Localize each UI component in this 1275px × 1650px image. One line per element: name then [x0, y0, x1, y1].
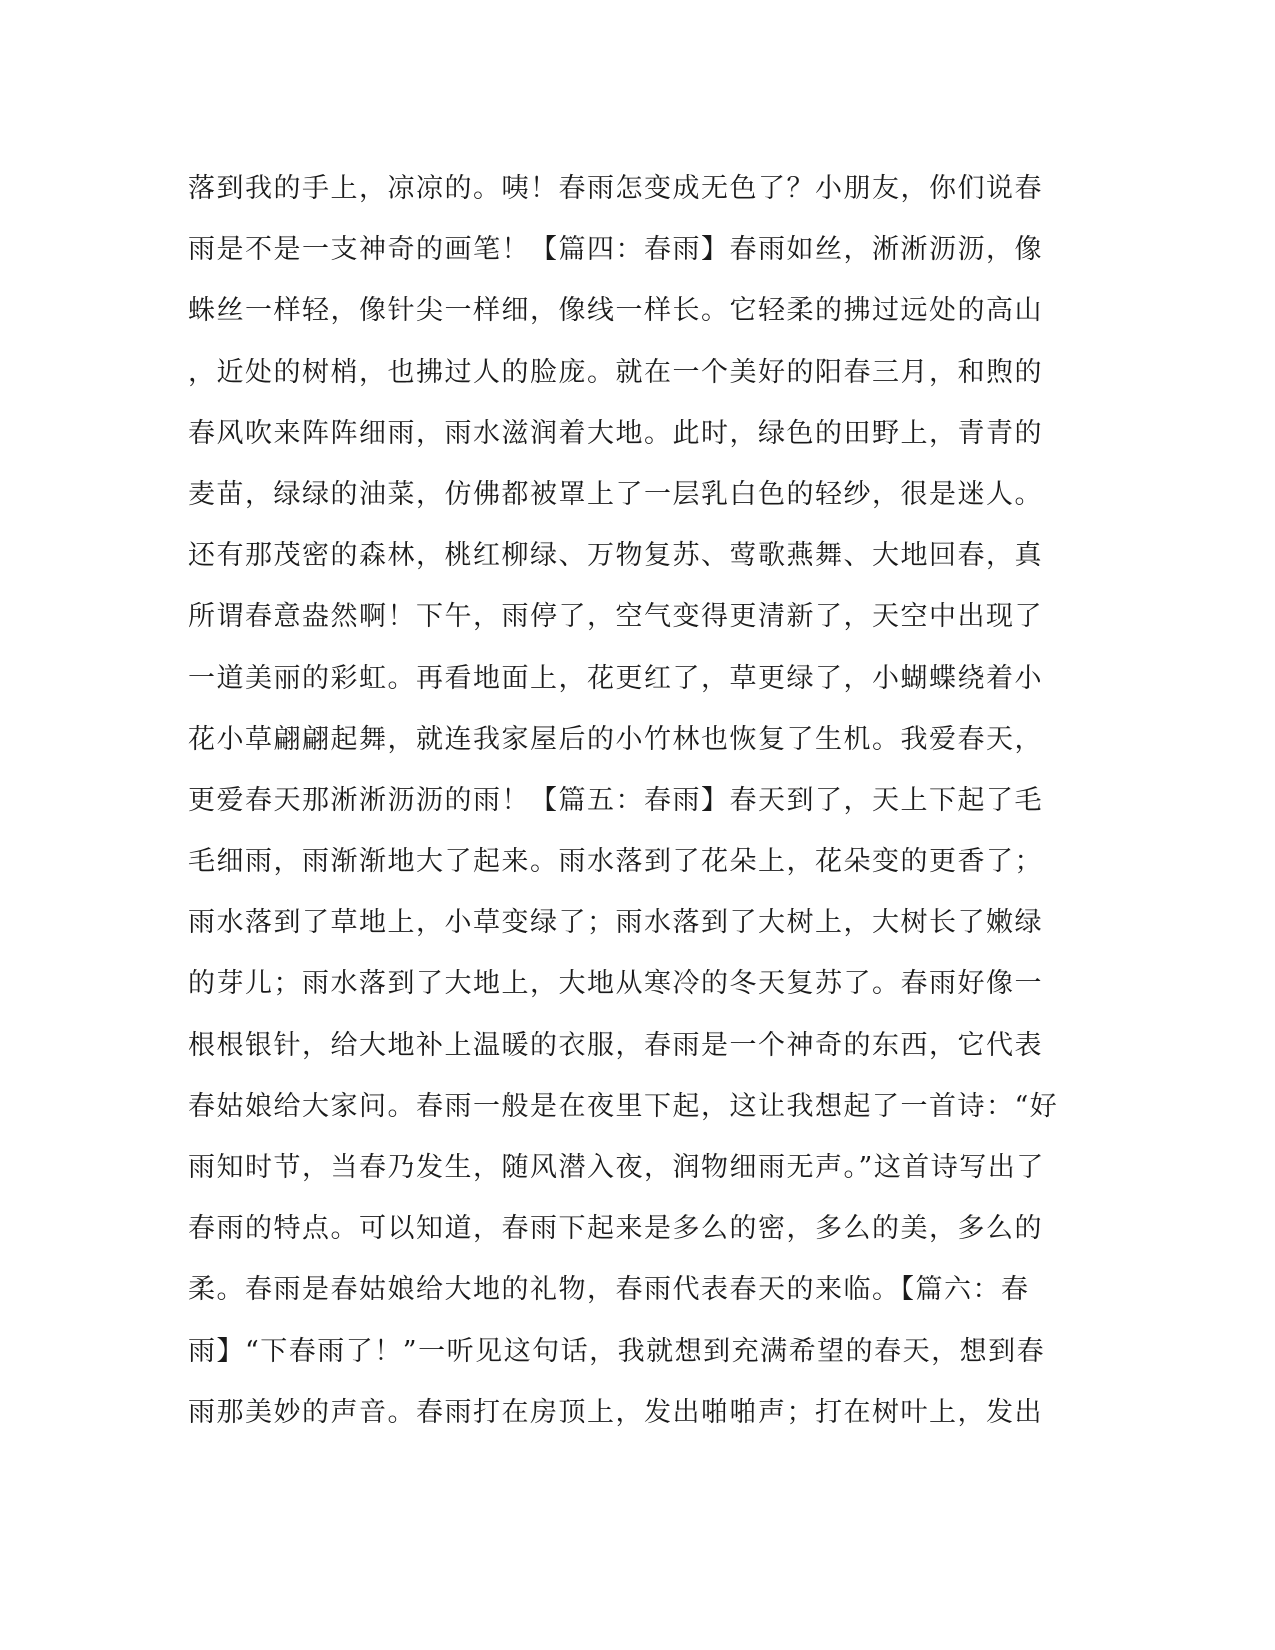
text-line: 落到我的手上，凉凉的。咦！春雨怎变成无色了？小朋友，你们说春 [188, 173, 1043, 204]
body-text [188, 158, 1088, 1443]
text-line: 雨知时节，当春乃发生，随风潜入夜，润物细雨无声。”这首诗写出了 [188, 1152, 1045, 1183]
text-line: 柔。春雨是春姑娘给大地的礼物，春雨代表春天的来临。【篇六：春 [188, 1274, 1030, 1306]
text-line: 春雨的特点。可以知道，春雨下起来是多么的密，多么的美，多么的 [188, 1213, 1043, 1245]
text-line: 根根银针，给大地补上温暖的衣服，春雨是一个神奇的东西，它代表 [188, 1029, 1043, 1061]
text-line: 的芽儿；雨水落到了大地上，大地从寒冷的冬天复苏了。春雨好像一 [188, 968, 1043, 1000]
text-line: 蛛丝一样轻，像针尖一样细，像线一样长。它轻柔的拂过远处的高山 [188, 295, 1043, 327]
text-line: 还有那茂密的森林，桃红柳绿、万物复苏、莺歌燕舞、大地回春，真 [188, 540, 1043, 572]
text-line: 毛细雨，雨渐渐地大了起来。雨水落到了花朵上，花朵变的更香了； [188, 846, 1043, 878]
text-line: 雨】“下春雨了！”一听见这句话，我就想到充满希望的春天，想到春 [188, 1335, 1046, 1367]
text-line: 一道美丽的彩虹。再看地面上，花更红了，草更绿了，小蝴蝶绕着小 [188, 662, 1043, 694]
text-line: 更爱春天那淅淅沥沥的雨！【篇五：春雨】春天到了，天上下起了毛 [188, 784, 1043, 816]
text-line: 花小草翩翩起舞，就连我家屋后的小竹林也恢复了生机。我爱春天， [188, 723, 1043, 755]
text-line: 所谓春意盎然啊！下午，雨停了，空气变得更清新了，天空中出现了 [188, 601, 1043, 633]
text-line: 麦苗，绿绿的油菜，仿佛都被罩上了一层乳白色的轻纱，很是迷人。 [188, 478, 1043, 510]
text-line: 雨是不是一支神奇的画笔！【篇四：春雨】春雨如丝，淅淅沥沥，像 [188, 234, 1043, 266]
text-line: 雨水落到了草地上，小草变绿了；雨水落到了大树上，大树长了嫩绿 [188, 907, 1043, 939]
text-line: 雨那美妙的声音。春雨打在房顶上，发出啪啪声；打在树叶上，发出 [188, 1396, 1043, 1428]
text-line: 春姑娘给大家问。春雨一般是在夜里下起，这让我想起了一首诗：“好 [188, 1090, 1059, 1122]
text-line: 春风吹来阵阵细雨，雨水滋润着大地。此时，绿色的田野上，青青的 [188, 417, 1043, 449]
text-line: ，近处的树梢，也拂过人的脸庞。就在一个美好的阳春三月，和煦的 [188, 356, 1043, 388]
